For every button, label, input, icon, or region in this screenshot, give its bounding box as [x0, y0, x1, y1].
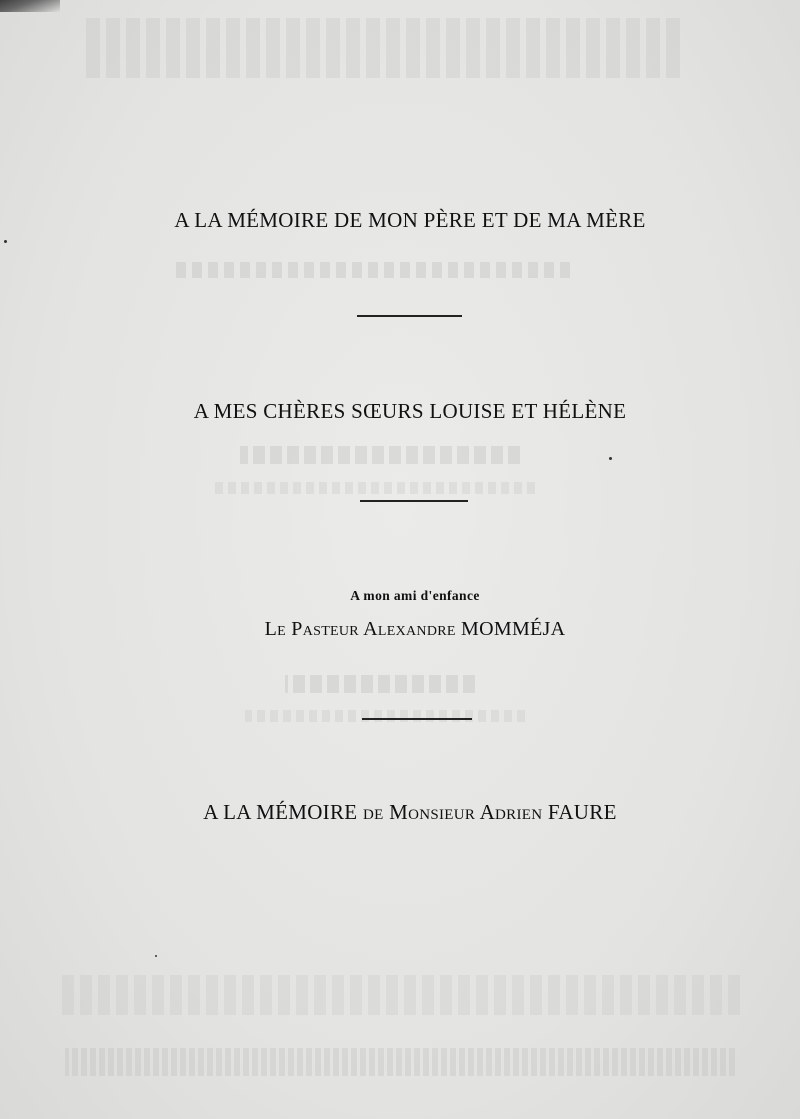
bleed-through-block	[60, 975, 740, 1015]
memory-surname: FAURE	[547, 800, 617, 824]
bleed-through-line	[285, 675, 475, 693]
scan-corner-shadow	[0, 0, 60, 12]
dedication-sisters: A MES CHÈRES SŒURS LOUISE ET HÉLÈNE	[193, 399, 627, 423]
friend-title: Le Pasteur Alexandre	[264, 618, 456, 640]
dedication-memory	[0, 800, 800, 825]
memory-prefix: A LA MÉMOIRE	[203, 800, 358, 824]
separator-rule	[360, 500, 468, 502]
separator-rule	[357, 315, 462, 317]
scan-speck	[609, 457, 612, 460]
dedication-friend	[0, 618, 800, 641]
bleed-through-line	[175, 262, 570, 278]
bleed-through-line	[245, 710, 525, 722]
bleed-through-line	[215, 482, 535, 494]
scan-speck	[4, 240, 7, 243]
dedication-friend-intro: A mon ami d'enfance	[350, 588, 480, 603]
memory-middle: de Monsieur Adrien	[362, 800, 543, 824]
separator-rule	[362, 718, 472, 720]
friend-surname: MOMMÉJA	[461, 618, 566, 640]
bleed-through-line	[240, 446, 520, 464]
dedication-parents: A LA MÉMOIRE DE MON PÈRE ET DE MA MÈRE	[174, 208, 646, 232]
bleed-through-block	[80, 18, 680, 78]
bleed-through-block	[65, 1048, 735, 1076]
scan-speck	[155, 955, 157, 957]
